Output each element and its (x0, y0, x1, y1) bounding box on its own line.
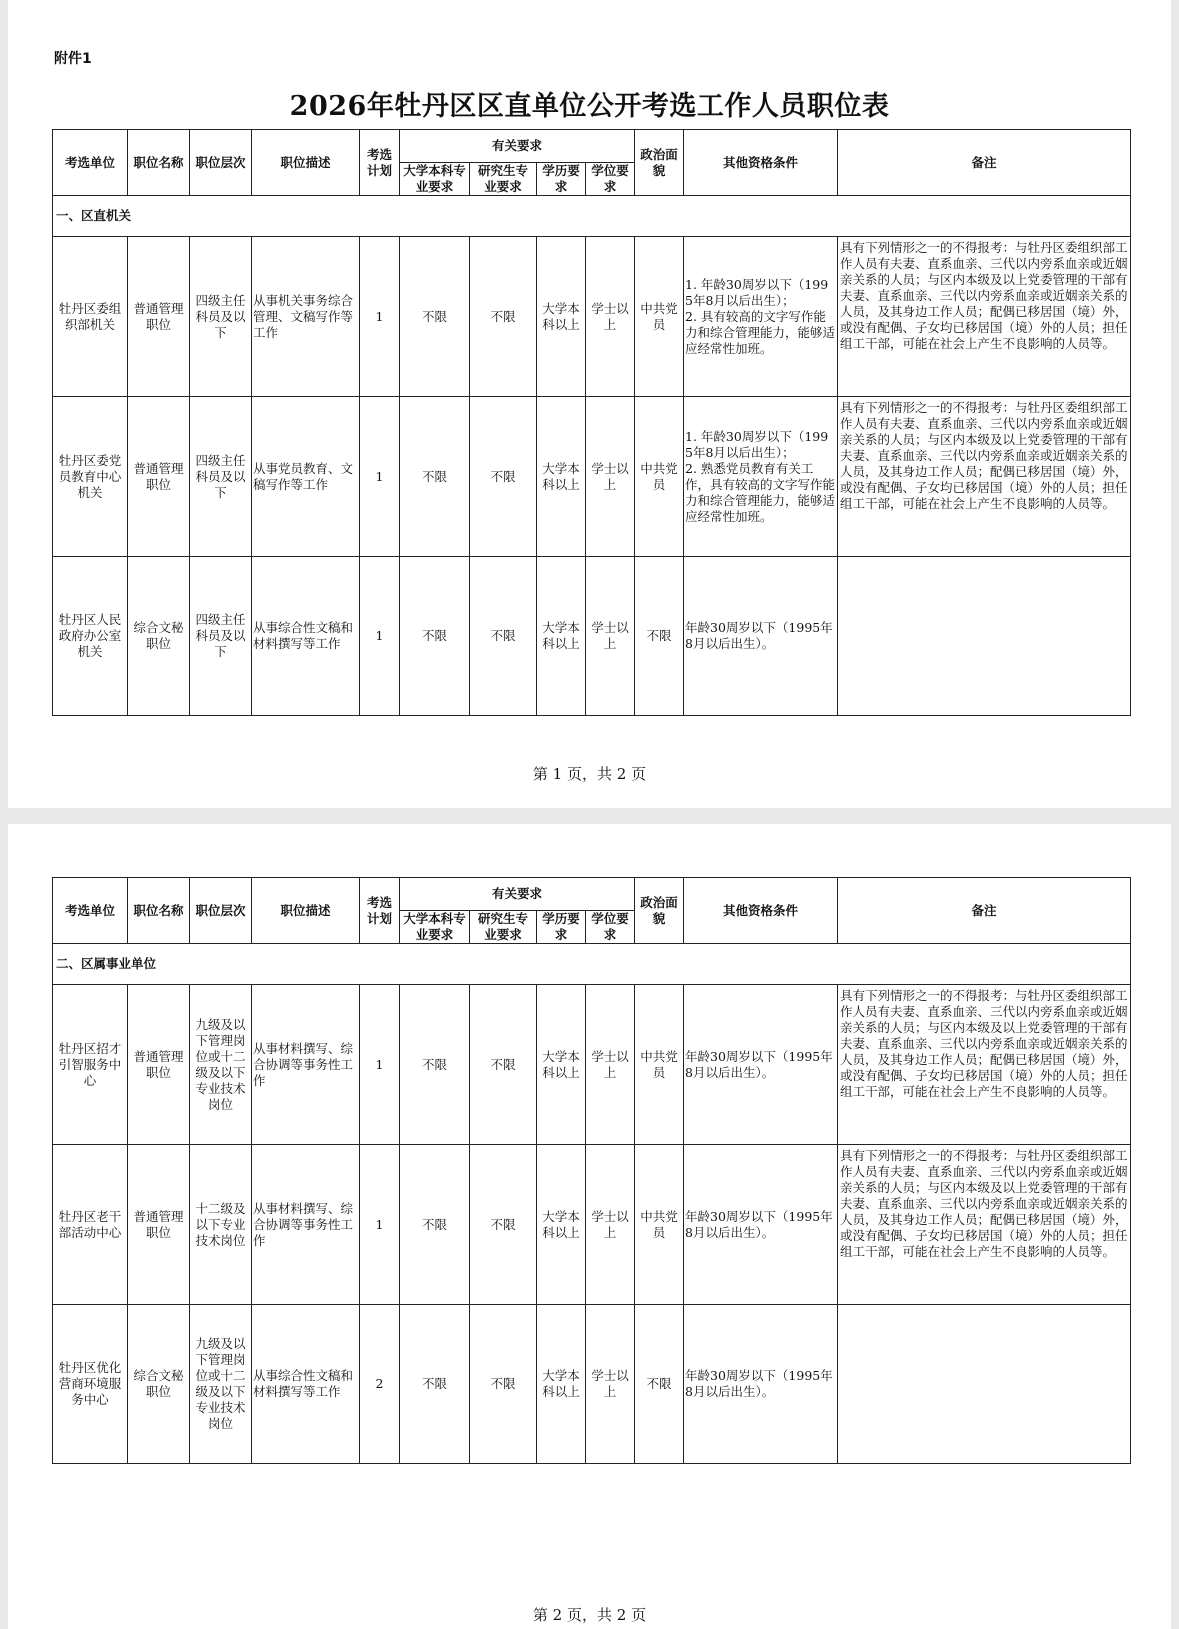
cell-grad-major: 不限 (470, 397, 537, 557)
cell-political: 中共党员 (635, 1145, 684, 1305)
cell-other-qual: 年龄30周岁以下（1995年8月以后出生）。 (684, 557, 838, 716)
cell-position-name: 普通管理职位 (128, 1145, 190, 1305)
cell-degree: 学士以上 (586, 397, 635, 557)
header-undergrad-major: 大学本科专业要求 (400, 163, 470, 196)
cell-level: 四级主任科员及以下 (190, 397, 252, 557)
cell-position-name: 普通管理职位 (128, 397, 190, 557)
cell-degree: 学士以上 (586, 1145, 635, 1305)
header-grad-major: 研究生专业要求 (470, 911, 537, 944)
cell-political: 中共党员 (635, 237, 684, 397)
cell-plan: 1 (360, 397, 400, 557)
header-description: 职位描述 (252, 878, 360, 944)
cell-political: 中共党员 (635, 985, 684, 1145)
cell-undergrad-major: 不限 (400, 1145, 470, 1305)
header-undergrad-major: 大学本科专业要求 (400, 911, 470, 944)
cell-position-name: 综合文秘职位 (128, 1305, 190, 1464)
header-unit: 考选单位 (53, 878, 128, 944)
attachment-label: 附件1 (54, 51, 92, 67)
header-remarks: 备注 (838, 130, 1131, 196)
cell-education: 大学本科以上 (537, 557, 586, 716)
header-education: 学历要求 (537, 163, 586, 196)
header-plan: 考选计划 (360, 130, 400, 196)
cell-education: 大学本科以上 (537, 237, 586, 397)
header-political: 政治面貌 (635, 878, 684, 944)
cell-other-qual: 1. 年龄30周岁以下（1995年8月以后出生）； 2. 具有较高的文字写作能力和综合管理能力，能够适应经常性加班。 (684, 237, 838, 397)
section-title: 一、区直机关 (53, 196, 1131, 237)
cell-unit: 牡丹区老干部活动中心 (53, 1145, 128, 1305)
positions-table-page-1 (52, 129, 1131, 716)
cell-education: 大学本科以上 (537, 1305, 586, 1464)
table-row (53, 1305, 1131, 1464)
cell-grad-major: 不限 (470, 557, 537, 716)
cell-unit: 牡丹区委组织部机关 (53, 237, 128, 397)
cell-degree: 学士以上 (586, 237, 635, 397)
cell-unit: 牡丹区人民政府办公室机关 (53, 557, 128, 716)
header-plan: 考选计划 (360, 878, 400, 944)
cell-education: 大学本科以上 (537, 1145, 586, 1305)
cell-undergrad-major: 不限 (400, 557, 470, 716)
cell-grad-major: 不限 (470, 237, 537, 397)
table-row (53, 397, 1131, 557)
header-remarks: 备注 (838, 878, 1131, 944)
cell-undergrad-major: 不限 (400, 1305, 470, 1464)
page-footer: 第 1 页，共 2 页 (532, 765, 647, 783)
cell-description: 从事材料撰写、综合协调等事务性工作 (252, 1145, 360, 1305)
cell-degree: 学士以上 (586, 985, 635, 1145)
cell-education: 大学本科以上 (537, 985, 586, 1145)
cell-unit: 牡丹区招才引智服务中心 (53, 985, 128, 1145)
header-description: 职位描述 (252, 130, 360, 196)
cell-remarks: 具有下列情形之一的不得报考：与牡丹区委组织部工作人员有夫妻、直系血亲、三代以内旁系血亲或近姻亲关系的人员；与区内本级及以上党委管理的干部有夫妻、直系血亲、三代以内旁系血亲或近姻亲关系的人员，及其身边工作人员；配偶已移居国（境）外，或没有配偶、子女均已移居国（境）外的人员；担任组工干部，可能在社会上产生不良影响的人员等。 (838, 397, 1131, 557)
cell-remarks (838, 1305, 1131, 1464)
cell-level: 十二级及以下专业技术岗位 (190, 1145, 252, 1305)
cell-unit: 牡丹区委党员教育中心机关 (53, 397, 128, 557)
cell-description: 从事综合性文稿和材料撰写等工作 (252, 1305, 360, 1464)
cell-remarks: 具有下列情形之一的不得报考：与牡丹区委组织部工作人员有夫妻、直系血亲、三代以内旁系血亲或近姻亲关系的人员；与区内本级及以上党委管理的干部有夫妻、直系血亲、三代以内旁系血亲或近姻亲关系的人员，及其身边工作人员；配偶已移居国（境）外，或没有配偶、子女均已移居国（境）外的人员；担任组工干部，可能在社会上产生不良影响的人员等。 (838, 237, 1131, 397)
cell-position-name: 普通管理职位 (128, 985, 190, 1145)
cell-level: 四级主任科员及以下 (190, 237, 252, 397)
cell-plan: 1 (360, 557, 400, 716)
cell-position-name: 普通管理职位 (128, 237, 190, 397)
cell-degree: 学士以上 (586, 557, 635, 716)
header-grad-major: 研究生专业要求 (470, 163, 537, 196)
header-political: 政治面貌 (635, 130, 684, 196)
header-position-name: 职位名称 (128, 878, 190, 944)
cell-remarks (838, 557, 1131, 716)
header-position-name: 职位名称 (128, 130, 190, 196)
header-other-qual: 其他资格条件 (684, 878, 838, 944)
cell-other-qual: 年龄30周岁以下（1995年8月以后出生）。 (684, 985, 838, 1145)
table-row (53, 557, 1131, 716)
cell-plan: 2 (360, 1305, 400, 1464)
cell-undergrad-major: 不限 (400, 237, 470, 397)
cell-description: 从事机关事务综合管理、文稿写作等工作 (252, 237, 360, 397)
table-row (53, 985, 1131, 1145)
positions-table-page-2 (52, 877, 1131, 1464)
cell-degree: 学士以上 (586, 1305, 635, 1464)
cell-education: 大学本科以上 (537, 397, 586, 557)
document-page-1 (8, 0, 1171, 808)
cell-unit: 牡丹区优化营商环境服务中心 (53, 1305, 128, 1464)
cell-position-name: 综合文秘职位 (128, 557, 190, 716)
section-title: 二、区属事业单位 (53, 944, 1131, 985)
header-education: 学历要求 (537, 911, 586, 944)
cell-description: 从事党员教育、文稿写作等工作 (252, 397, 360, 557)
header-degree: 学位要求 (586, 911, 635, 944)
cell-political: 中共党员 (635, 397, 684, 557)
cell-level: 九级及以下管理岗位或十二级及以下专业技术岗位 (190, 1305, 252, 1464)
cell-grad-major: 不限 (470, 1305, 537, 1464)
header-level: 职位层次 (190, 878, 252, 944)
cell-undergrad-major: 不限 (400, 985, 470, 1145)
cell-level: 四级主任科员及以下 (190, 557, 252, 716)
table-row (53, 1145, 1131, 1305)
header-other-qual: 其他资格条件 (684, 130, 838, 196)
cell-grad-major: 不限 (470, 1145, 537, 1305)
page-footer: 第 2 页，共 2 页 (532, 1606, 647, 1624)
cell-grad-major: 不限 (470, 985, 537, 1145)
cell-remarks: 具有下列情形之一的不得报考：与牡丹区委组织部工作人员有夫妻、直系血亲、三代以内旁系血亲或近姻亲关系的人员；与区内本级及以上党委管理的干部有夫妻、直系血亲、三代以内旁系血亲或近姻亲关系的人员，及其身边工作人员；配偶已移居国（境）外，或没有配偶、子女均已移居国（境）外的人员；担任组工干部，可能在社会上产生不良影响的人员等。 (838, 1145, 1131, 1305)
cell-other-qual: 年龄30周岁以下（1995年8月以后出生）。 (684, 1145, 838, 1305)
cell-political: 不限 (635, 1305, 684, 1464)
table-row (53, 237, 1131, 397)
document-title: 2026年牡丹区区直单位公开考选工作人员职位表 (289, 91, 890, 122)
cell-description: 从事材料撰写、综合协调等事务性工作 (252, 985, 360, 1145)
cell-description: 从事综合性文稿和材料撰写等工作 (252, 557, 360, 716)
cell-other-qual: 年龄30周岁以下（1995年8月以后出生）。 (684, 1305, 838, 1464)
header-requirements: 有关要求 (400, 878, 635, 911)
cell-plan: 1 (360, 1145, 400, 1305)
cell-political: 不限 (635, 557, 684, 716)
cell-plan: 1 (360, 237, 400, 397)
cell-other-qual: 1. 年龄30周岁以下（1995年8月以后出生）； 2. 熟悉党员教育有关工作，具有较高的文字写作能力和综合管理能力，能够适应经常性加班。 (684, 397, 838, 557)
cell-plan: 1 (360, 985, 400, 1145)
cell-undergrad-major: 不限 (400, 397, 470, 557)
header-level: 职位层次 (190, 130, 252, 196)
document-page-2 (8, 824, 1171, 1629)
cell-level: 九级及以下管理岗位或十二级及以下专业技术岗位 (190, 985, 252, 1145)
cell-remarks: 具有下列情形之一的不得报考：与牡丹区委组织部工作人员有夫妻、直系血亲、三代以内旁系血亲或近姻亲关系的人员；与区内本级及以上党委管理的干部有夫妻、直系血亲、三代以内旁系血亲或近姻亲关系的人员，及其身边工作人员；配偶已移居国（境）外，或没有配偶、子女均已移居国（境）外的人员；担任组工干部，可能在社会上产生不良影响的人员等。 (838, 985, 1131, 1145)
header-requirements: 有关要求 (400, 130, 635, 163)
header-degree: 学位要求 (586, 163, 635, 196)
header-unit: 考选单位 (53, 130, 128, 196)
